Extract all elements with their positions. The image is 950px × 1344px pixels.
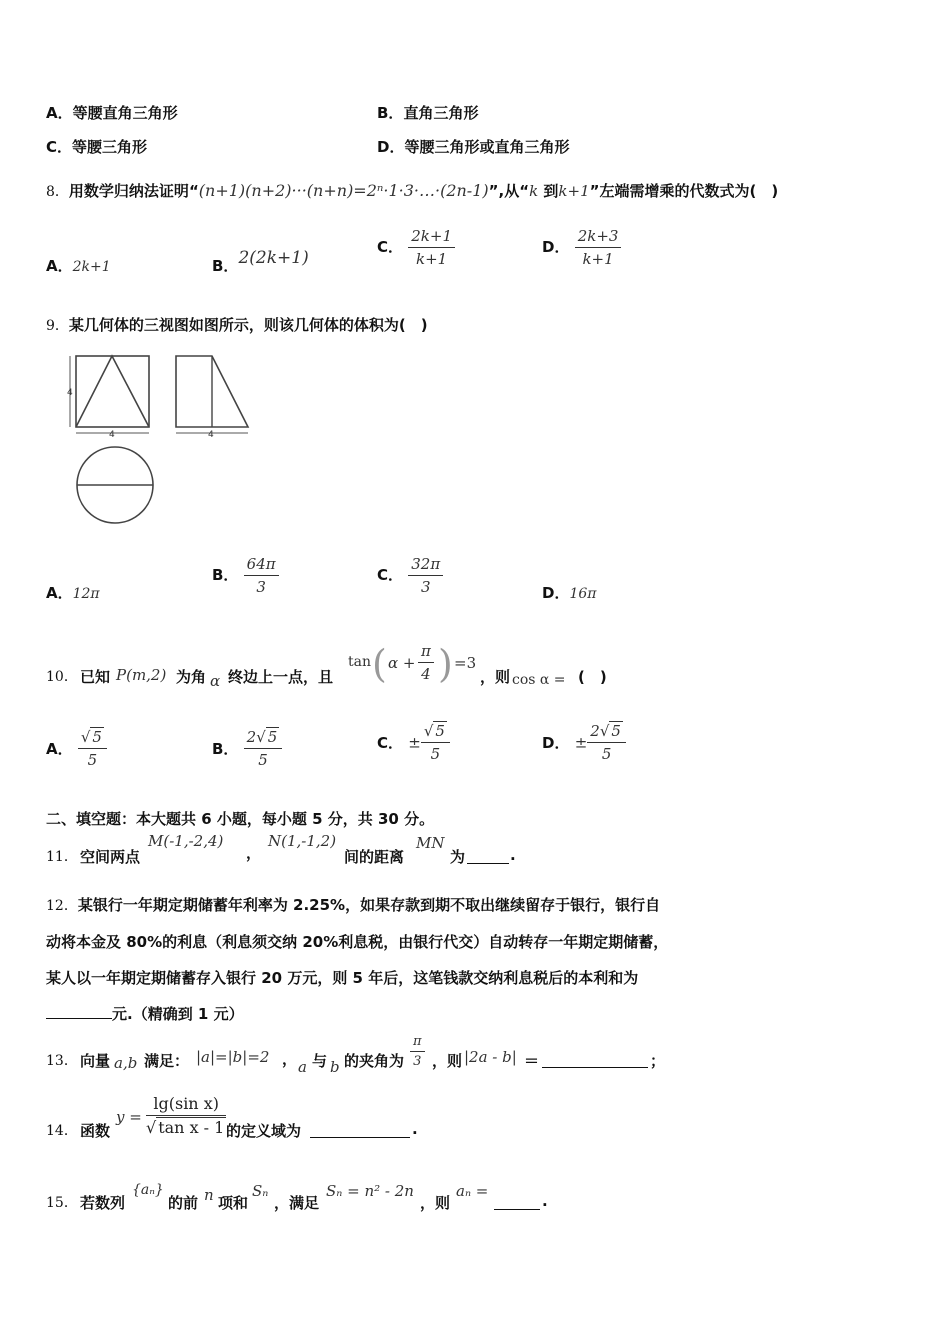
q12-line-4 — [46, 1002, 244, 1024]
denominator: 3 — [256, 578, 266, 596]
q7-option-a — [46, 102, 178, 123]
quote-mark: ” — [589, 182, 600, 200]
option-label: A． — [46, 257, 73, 275]
denominator: 3 — [413, 1054, 422, 1069]
option-fraction — [408, 555, 443, 596]
option-value: 2k+1 — [72, 259, 111, 275]
answer-paren: ( ) — [578, 668, 607, 686]
q12-text: 某银行一年期定期储蓄年利率为 2.25%，如果存款到期不取出继续留存于银行，银行自 — [77, 896, 661, 914]
q8-stem — [46, 180, 778, 201]
q14-text: 的定义域为 — [226, 1122, 302, 1140]
q10-option-a — [46, 728, 107, 769]
q10-option-c — [377, 722, 450, 763]
denominator: 4 — [421, 665, 431, 683]
option-text: 等腰三角形或直角三角形 — [404, 138, 570, 156]
q13-expression: |2a - b| — [464, 1048, 517, 1066]
q8-k: k — [529, 182, 539, 200]
q10-text: 为角 — [176, 668, 207, 686]
question-number: 9． — [46, 318, 69, 334]
q13-text: 的夹角为 — [344, 1052, 405, 1070]
denominator: tan x - 1 — [158, 1118, 225, 1137]
question-number: 10． — [46, 669, 78, 685]
q10-text: 已知 — [80, 668, 111, 686]
front-view-square — [76, 356, 149, 427]
q8-option-d — [542, 227, 621, 268]
option-value: 2(2k+1) — [238, 248, 309, 268]
option-label: D． — [542, 238, 570, 256]
denominator: 5 — [430, 745, 441, 763]
q10-option-d — [542, 722, 626, 763]
q11-text: 为 — [450, 848, 466, 866]
numerator: π — [410, 1034, 425, 1052]
denominator: k+1 — [582, 250, 614, 268]
option-label: D． — [542, 584, 570, 602]
option-label: D． — [377, 138, 405, 156]
denominator: 5 — [258, 751, 268, 769]
q13-a: a — [298, 1058, 307, 1076]
q13-vectors: a,b — [114, 1054, 138, 1072]
q10-text: 终边上一点，且 — [228, 668, 334, 686]
answer-blank[interactable] — [542, 1050, 648, 1068]
q13-text: 向量 — [80, 1052, 111, 1070]
q15-equation: Sₙ = n² - 2n — [326, 1182, 414, 1200]
q14-text: 函数 — [80, 1122, 111, 1140]
numerator: 5 — [92, 728, 102, 746]
q11-end: . — [510, 846, 516, 864]
plus-minus: ± — [408, 733, 421, 752]
option-label: B． — [212, 566, 239, 584]
option-label: C． — [377, 238, 404, 256]
q10-equals: =3 — [454, 654, 477, 672]
q10-text: ，则 — [480, 668, 511, 686]
option-label: C． — [377, 734, 404, 752]
q8-text: 到 — [543, 182, 559, 200]
q10-alpha: α — [210, 672, 221, 690]
q9-option-d — [542, 582, 596, 603]
q11-point-m: M(-1,-2,4) — [148, 832, 224, 850]
q13-comma: ， — [282, 1050, 298, 1068]
q7-option-c — [46, 136, 147, 157]
q8-text: 用数学归纳法证明 — [68, 182, 189, 200]
quote-mark: “ — [519, 182, 530, 200]
option-fraction: $\frac{2√ 5}{5}$ — [587, 722, 626, 763]
numerator: π — [418, 642, 434, 663]
answer-blank[interactable] — [46, 1002, 112, 1019]
q9-option-b — [212, 555, 279, 596]
q13-text: ，则 — [432, 1052, 463, 1070]
right-paren: ) — [438, 642, 453, 686]
option-label: C． — [46, 138, 73, 156]
q7-option-b — [377, 102, 478, 123]
denominator: 5 — [601, 745, 612, 763]
q8-option-c — [377, 227, 455, 268]
option-fraction — [575, 227, 622, 268]
answer-blank[interactable] — [310, 1120, 410, 1138]
q15-n: n — [204, 1186, 214, 1204]
option-fraction: $\frac{√ 5}{5}$ — [421, 722, 450, 763]
q8-text: ,从 — [498, 182, 520, 200]
q8-k1: k+1 — [558, 182, 590, 200]
option-fraction: $\frac{2√ 5}{5}$ — [244, 728, 283, 769]
option-fraction: $\frac{√ 5}{5}$ — [78, 728, 107, 769]
q11-point-n: N(1,-1,2) — [268, 832, 337, 850]
q10-option-b — [212, 728, 282, 769]
q15-sn: Sₙ — [252, 1182, 269, 1200]
q13-condition: |a|=|b|=2 — [196, 1048, 270, 1066]
q15-text: 项和 — [218, 1194, 249, 1212]
q9-stem — [46, 314, 428, 335]
quote-mark: ” — [488, 182, 499, 200]
q15-text: 若数列 — [80, 1194, 126, 1212]
q10-tan: tan — [348, 654, 371, 670]
q12-text: 元.（精确到 1 元） — [112, 1005, 244, 1023]
option-text: 等腰三角形 — [72, 138, 148, 156]
option-label: D． — [542, 734, 570, 752]
plus-minus: ± — [574, 733, 588, 752]
option-fraction — [408, 227, 455, 268]
q15-end: . — [542, 1192, 548, 1210]
option-text: 直角三角形 — [403, 104, 479, 122]
q13-text: 与 — [312, 1052, 328, 1070]
front-width-label: 4 — [109, 430, 115, 440]
answer-blank[interactable] — [467, 846, 509, 864]
q10-point: P(m,2) — [116, 666, 167, 684]
q13-text: 满足： — [144, 1052, 190, 1070]
q8-option-a — [46, 255, 111, 276]
coefficient: 2 — [246, 728, 257, 746]
option-label: B． — [377, 104, 404, 122]
option-value: 16π — [569, 586, 597, 602]
option-label: B． — [212, 257, 239, 275]
q15-an: aₙ = — [456, 1182, 489, 1200]
numerator: 5 — [611, 722, 621, 740]
numerator: 2k+3 — [575, 227, 622, 248]
q13-pi-over-3 — [410, 1034, 425, 1069]
option-label: B． — [212, 740, 239, 758]
q9-option-a — [46, 582, 100, 603]
q10-cos: cos α = — [512, 672, 566, 688]
q14-fraction: $\frac{\text{lg(sin x)}}{\text{√ tan x - 1}}$ — [146, 1094, 225, 1137]
quote-mark: “ — [188, 182, 199, 200]
q9-option-c — [377, 555, 443, 596]
q15-text: 的前 — [168, 1194, 199, 1212]
numerator: 64π — [244, 555, 279, 576]
left-paren: ( — [372, 642, 387, 686]
question-number: 13． — [46, 1053, 78, 1069]
option-value: 12π — [72, 586, 100, 602]
q12-line-3: 某人以一年期定期储蓄存入银行 20 万元，则 5 年后，这笔钱款交纳利息税后的本利和为 — [46, 969, 639, 987]
q7-option-d — [377, 136, 569, 157]
question-number: 11． — [46, 849, 78, 865]
q14-end: . — [412, 1120, 418, 1138]
q15-text: ，满足 — [274, 1194, 320, 1212]
q10-alpha-plus: α + — [388, 654, 416, 672]
numerator: 5 — [267, 728, 278, 746]
q8-text: 左端需增乘的代数式为( ) — [599, 182, 779, 200]
question-number: 12． — [46, 898, 78, 914]
option-text: 等腰直角三角形 — [72, 104, 178, 122]
q11-mn: MN — [416, 834, 445, 852]
numerator: 32π — [408, 555, 443, 576]
q13-text: ＝ — [524, 1052, 540, 1070]
answer-blank[interactable] — [494, 1192, 540, 1210]
numerator: 5 — [435, 722, 445, 740]
denominator: 3 — [420, 578, 431, 596]
side-width-label: 4 — [208, 430, 214, 440]
q15-text: ，则 — [420, 1194, 451, 1212]
question-number: 8． — [46, 184, 69, 200]
coefficient: 2 — [590, 722, 600, 740]
front-view-triangle — [76, 356, 149, 427]
q13-end: ； — [650, 1052, 666, 1070]
q11-comma: ， — [246, 844, 262, 862]
q9-text: 某几何体的三视图如图所示，则该几何体的体积为( ) — [68, 316, 428, 334]
q11-text: 空间两点 — [80, 848, 141, 866]
q10-pi-over-4 — [418, 642, 434, 683]
question-number: 15． — [46, 1195, 78, 1211]
question-number: 14． — [46, 1123, 78, 1139]
option-fraction — [244, 555, 279, 596]
option-label: C． — [377, 566, 404, 584]
denominator: 5 — [87, 751, 98, 769]
q8-formula: (n+1)(n+2)···(n+n)=2ⁿ·1·3·…·(2n-1) — [198, 181, 489, 200]
q15-sequence: {aₙ} — [132, 1182, 164, 1198]
numerator: lg(sin x) — [146, 1094, 226, 1116]
three-view-figure — [64, 352, 264, 532]
numerator: 2k+1 — [408, 227, 455, 248]
q11-text: 间的距离 — [344, 848, 405, 866]
height-label: 4 — [67, 388, 73, 398]
q8-option-b — [212, 248, 309, 276]
denominator: k+1 — [416, 250, 448, 268]
option-label: A． — [46, 740, 73, 758]
q13-b: b — [330, 1058, 340, 1076]
q14-y: y = — [116, 1108, 142, 1126]
option-label: A． — [46, 104, 73, 122]
q12-line-1 — [46, 894, 660, 915]
section-heading: 二、填空题：本大题共 6 小题，每小题 5 分，共 30 分。 — [46, 810, 435, 828]
q12-line-2: 动将本金及 80%的利息（利息须交纳 20%利息税，由银行代交）自动转存一年期定期储蓄， — [46, 933, 669, 951]
option-label: A． — [46, 584, 73, 602]
